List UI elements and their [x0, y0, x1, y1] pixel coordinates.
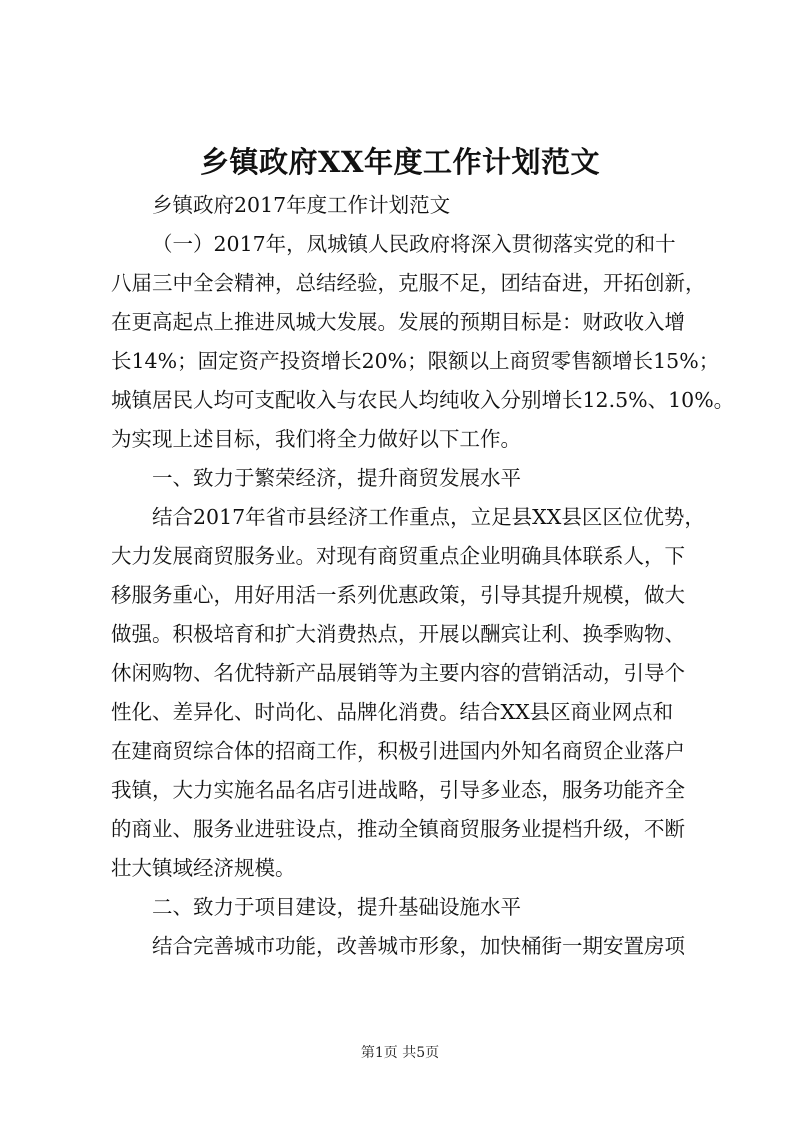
section-heading-1: 一、致力于繁荣经济，提升商贸发展水平: [152, 466, 521, 490]
paragraph-line: 的商业、服务业进驻设点，推动全镇商贸服务业提档升级，不断: [111, 817, 685, 841]
paragraph-line: 城镇居民人均可支配收入与农民人均纯收入分别增长12.5%、10%。: [111, 388, 735, 412]
paragraph-line: 长14%；固定资产投资增长20%；限额以上商贸零售额增长15%；: [111, 349, 720, 373]
paragraph-line: 休闲购物、名优特新产品展销等为主要内容的营销活动，引导个: [111, 661, 685, 685]
paragraph-line: 移服务重心，用好用活一系列优惠政策，引导其提升规模，做大: [111, 583, 685, 607]
section-heading-2: 二、致力于项目建设，提升基础设施水平: [152, 895, 521, 919]
paragraph-line: 结合完善城市功能，改善城市形象，加快桶街一期安置房项: [152, 934, 685, 958]
paragraph-line: （一）2017年，凤城镇人民政府将深入贯彻落实党的和十: [152, 232, 676, 256]
paragraph-line: 我镇，大力实施名品名店引进战略，引导多业态，服务功能齐全: [111, 778, 685, 802]
paragraph-line: 在建商贸综合体的招商工作，积极引进国内外知名商贸企业落户: [111, 739, 685, 763]
page-footer: 第1页 共5页: [360, 1045, 440, 1061]
paragraph-line: 结合2017年省市县经济工作重点，立足县XX县区区位优势，: [152, 505, 705, 529]
document-body: [111, 186, 735, 966]
paragraph-line: 大力发展商贸服务业。对现有商贸重点企业明确具体联系人，下: [111, 544, 685, 568]
paragraph-line: 在更高起点上推进凤城大发展。发展的预期目标是：财政收入增: [111, 310, 685, 334]
paragraph-line: 性化、差异化、时尚化、品牌化消费。结合XX县区商业网点和: [111, 700, 674, 724]
paragraph-line: 做强。积极培育和扩大消费热点，开展以酬宾让利、换季购物、: [111, 622, 685, 646]
subtitle-line: 乡镇政府2017年度工作计划范文: [152, 193, 451, 217]
document-title: 乡镇政府XX年度工作计划范文: [199, 145, 600, 179]
paragraph-line: 为实现上述目标，我们将全力做好以下工作。: [111, 427, 521, 451]
paragraph-line: 八届三中全会精神，总结经验，克服不足，团结奋进，开拓创新，: [111, 271, 706, 295]
paragraph-line: 壮大镇域经济规模。: [111, 856, 296, 880]
